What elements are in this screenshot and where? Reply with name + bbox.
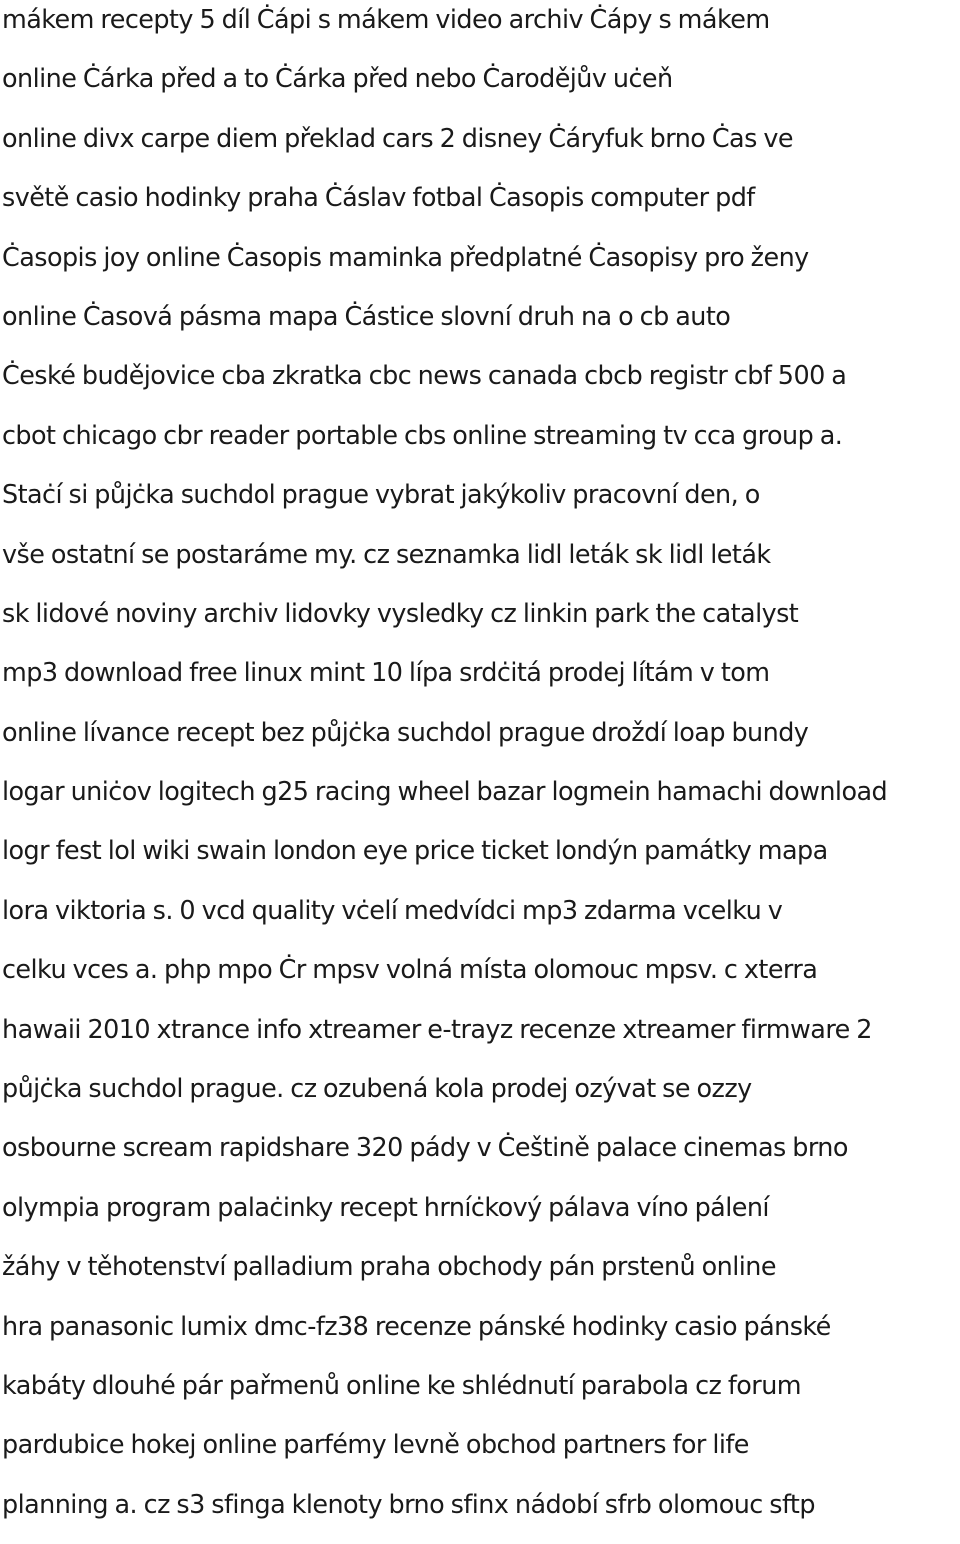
text-line: planning a. cz s3 sfinga klenoty brno sfinx nádobí sfrb olomouc sftp bbox=[2, 1489, 815, 1520]
text-line: půjċka suchdol prague. cz ozubená kola prodej ozývat se ozzy bbox=[2, 1074, 752, 1105]
text-line: mp3 download free linux mint 10 lípa srdċitá prodej lítám v tom bbox=[2, 658, 770, 689]
text-line: vše ostatní se postaráme my. cz seznamka lidl leták sk lidl leták bbox=[2, 539, 771, 570]
text-line: pardubice hokej online parfémy levně obchod partners for life bbox=[2, 1430, 749, 1461]
text-line: hawaii 2010 xtrance info xtreamer e-trayz recenze xtreamer firmware 2 bbox=[2, 1014, 872, 1045]
text-line: světě casio hodinky praha Ċáslav fotbal Ċasopis computer pdf bbox=[2, 183, 755, 214]
text-line: logar uniċov logitech g25 racing wheel bazar logmein hamachi download bbox=[2, 777, 888, 808]
text-line: lora viktoria s. 0 vcd quality vċelí medvídci mp3 zdarma vcelku v bbox=[2, 895, 783, 926]
document-body bbox=[2, 0, 960, 1544]
text-line: logr fest lol wiki swain london eye price ticket londýn památky mapa bbox=[2, 836, 828, 867]
text-line: cbot chicago cbr reader portable cbs online streaming tv cca group a. bbox=[2, 420, 843, 451]
text-line: celku vces a. php mpo Ċr mpsv volná místa olomouc mpsv. c xterra bbox=[2, 955, 818, 986]
text-line: sk lidové noviny archiv lidovky vysledky cz linkin park the catalyst bbox=[2, 598, 799, 629]
text-line: online Ċárka před a to Ċárka před nebo Ċarodějův uċeň bbox=[2, 64, 673, 95]
text-line: Ċasopis joy online Ċasopis maminka předplatné Ċasopisy pro ženy bbox=[2, 242, 809, 273]
text-line: hra panasonic lumix dmc-fz38 recenze pánské hodinky casio pánské bbox=[2, 1311, 831, 1342]
text-line: online Ċasová pásma mapa Ċástice slovní druh na o cb auto bbox=[2, 301, 731, 332]
text-line: olympia program palaċinky recept hrníċkový pálava víno pálení bbox=[2, 1192, 769, 1223]
text-line: Staċí si půjċka suchdol prague vybrat jakýkoliv pracovní den, o bbox=[2, 480, 760, 511]
text-line: online lívance recept bez půjċka suchdol prague droždí loap bundy bbox=[2, 717, 809, 748]
text-line: online divx carpe diem překlad cars 2 disney Ċáryfuk brno Ċas ve bbox=[2, 123, 793, 154]
text-line: kabáty dlouhé pár pařmenů online ke shlédnutí parabola cz forum bbox=[2, 1370, 801, 1401]
text-line: osbourne scream rapidshare 320 pády v Ċeštině palace cinemas brno bbox=[2, 1133, 848, 1164]
text-line: žáhy v těhotenství palladium praha obchody pán prstenů online bbox=[2, 1252, 776, 1283]
text-line: mákem recepty 5 díl Ċápi s mákem video archiv Ċápy s mákem bbox=[2, 5, 770, 35]
text-line: Ċeské budějovice cba zkratka cbc news canada cbcb registr cbf 500 a bbox=[2, 361, 847, 392]
